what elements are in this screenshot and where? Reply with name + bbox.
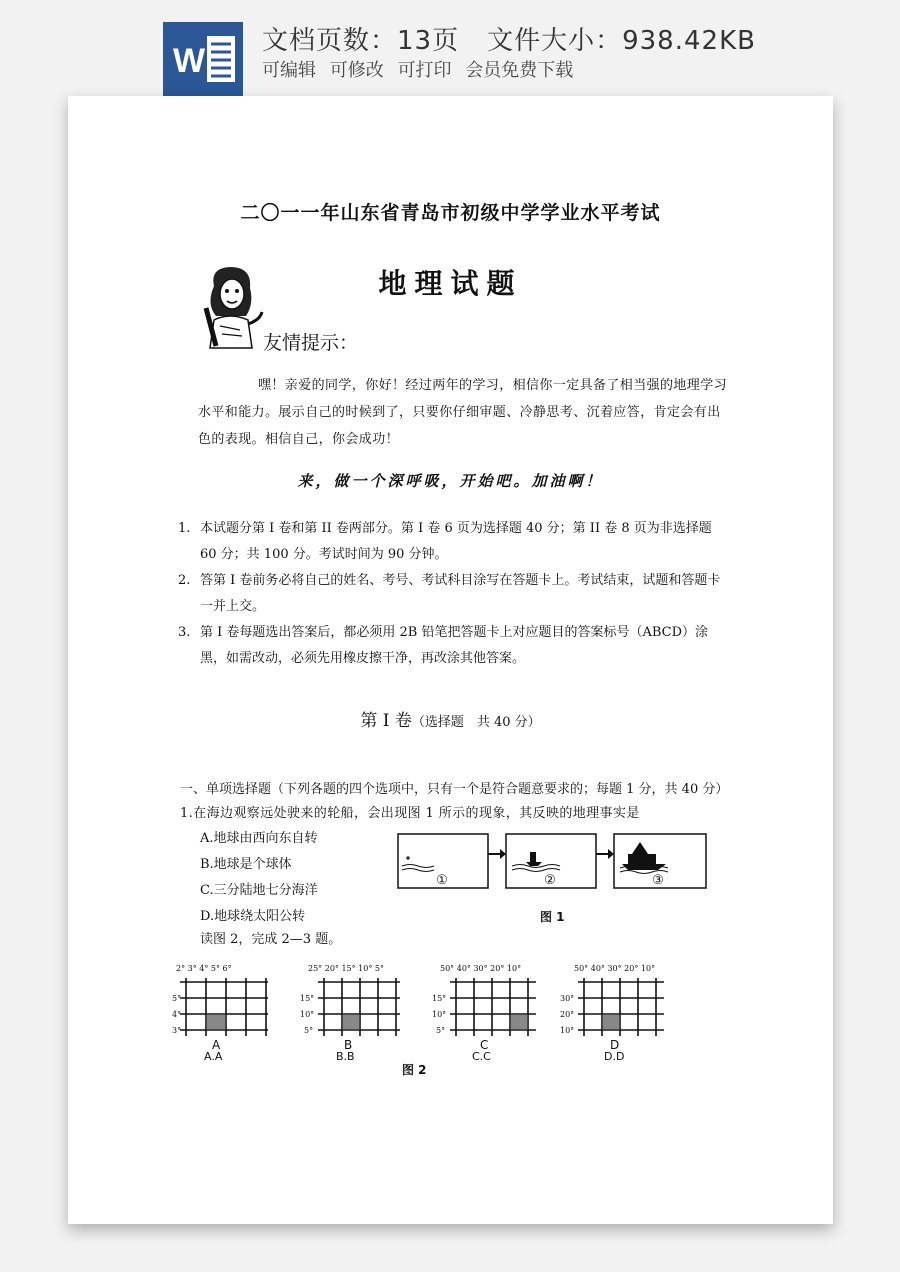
question-1: 1.在海边观察远处驶来的轮船，会出现图 1 所示的现象，其反映的地理事实是 — [180, 806, 640, 821]
option-b: B.地球是个球体 — [200, 857, 292, 872]
svg-text:15°: 15° — [300, 994, 315, 1003]
feature-printable: 可打印 — [397, 60, 452, 81]
svg-text:10°: 10° — [300, 1010, 315, 1019]
cheer-line: 来，做一个深呼吸，开始吧。加油啊！ — [297, 472, 604, 490]
option-d: D.地球绕太阳公转 — [200, 909, 306, 924]
svg-text:20°: 20° — [560, 1010, 575, 1019]
student-mascot-illustration — [196, 264, 266, 350]
question-1-options — [200, 826, 318, 930]
part-one-instructions: 一、单项选择题（下列各题的四个选项中，只有一个是符合题意要求的；每题 1 分，共 40 分） — [180, 782, 729, 797]
fig1-panel-3: ③ — [652, 873, 664, 888]
exam-title: 二〇一一年山东省青岛市初级中学学业水平考试 — [240, 202, 661, 224]
instructions-list — [178, 516, 728, 672]
svg-text:4°: 4° — [172, 1010, 182, 1019]
subject-title: 地理试题 — [378, 267, 523, 300]
instruction-item: 2. 答第 I 卷前务必将自己的姓名、考号、考试科目涂写在答题卡上。考试结束，试题和答题卡一并上交。 — [178, 573, 721, 614]
feature-list — [262, 56, 581, 82]
svg-text:15°: 15° — [432, 994, 447, 1003]
svg-text:5°: 5° — [172, 994, 182, 1003]
document-page: 二〇一一年山东省青岛市初级中学学业水平考试 地理试题 友情提示： 嘿！亲爱的同学，你好！经过两年的学习，相信你一定具备了相当强的地理学习水平和能力。展示自己的时候到了，只要你仔细审题、冷静思考、沉着应答，肯定会有出色的表现。相信自己，你会成功！ 来，做一个深呼吸，开始吧。加油啊！ 1. 本试题分第 I 卷和第 II 卷两部分。第 I 卷 6 页为选择题 40 分；第 II 卷 8 页为非选择题 60 分；共 100 分。考试时间为 90 分钟。 2. 答第 I 卷前务必将自己的姓名、考号、考试科目涂写在答题卡上。考试结束，试题和答题卡一并上交。 3. 第 I 卷每题选出答案后，都必须用 2B 铅笔把答题卡上对应题目的答案标号（ABCD）涂黑，如需改动，必须先用橡皮擦干净，再改涂其他答案。 第 I 卷（选择题 共 40 分） 一、单项选择题（下列各题的四个选项中，只有一个是符合题意要求的；每题 1 分，共 40 分） 1.在海边观察远处驶来的轮船，会出现图 1 所示的现象，其反映的地理事实是 A.地球由西向东自转 B.地球是个球体 C.三分陆地七分海洋 D.地球绕太阳公转 读图 2，完成 2—3 题。 ① ② ③ 图 1 2° 3° 4° 5° 6° 5° 4° 3° A A.A 25° 20° 15° 10° 5° 15° 10° 5° B B.B 50° 40° 30° 20° 10° 15° 10° 5° C C.C 50° 40° 30° 20° 10° 30° 20° 10° D D.D 图 2 — [68, 96, 833, 1224]
instruction-item: 1. 本试题分第 I 卷和第 II 卷两部分。第 I 卷 6 页为选择题 40 分；第 II 卷 8 页为非选择题 60 分；共 100 分。考试时间为 90 分钟。 — [178, 521, 712, 562]
doc-stats — [262, 20, 756, 57]
option-c: C.三分陆地七分海洋 — [200, 883, 318, 898]
fig1-panel-2: ② — [544, 873, 556, 888]
grid-b-sub: B.B — [336, 1050, 355, 1063]
grid-b-letter: B — [344, 1038, 353, 1052]
svg-text:5°: 5° — [304, 1026, 314, 1035]
grid-d-sub: D.D — [604, 1050, 625, 1063]
read-figure-2-prompt: 读图 2，完成 2—3 题。 — [200, 932, 342, 947]
svg-text:W: W — [172, 42, 206, 80]
svg-text:3°: 3° — [172, 1026, 182, 1035]
grid-d-letter: D — [610, 1038, 620, 1052]
figure-1-ship-diagram — [396, 832, 708, 890]
greeting-paragraph: 嘿！亲爱的同学，你好！经过两年的学习，相信你一定具备了相当强的地理学习水平和能力。展示自己的时候到了，只要你仔细审题、冷静思考、沉着应答，肯定会有出色的表现。相信自己，你会成功！ — [198, 378, 728, 447]
svg-text:5°: 5° — [436, 1026, 446, 1035]
tips-heading: 友情提示： — [263, 332, 359, 354]
grid-a-drawing — [172, 972, 276, 1068]
grid-a-letter: A — [212, 1038, 221, 1052]
figure-2-caption: 图 2 — [402, 1063, 427, 1077]
figure-1-caption: 图 1 — [540, 910, 565, 924]
feature-member-download[interactable]: 会员免费下载 — [465, 60, 574, 81]
fig1-panel-1: ① — [436, 873, 448, 888]
doc-info-header — [0, 0, 900, 96]
svg-text:10°: 10° — [432, 1010, 447, 1019]
file-size: 文件大小：938.42KB — [487, 26, 756, 56]
word-document-icon — [163, 22, 243, 96]
svg-text:10°: 10° — [560, 1026, 575, 1035]
page-count: 文档页数：13页 — [262, 26, 460, 56]
section-subtitle: （选择题 共 40 分） — [411, 715, 541, 730]
section-heading — [68, 706, 833, 731]
grid-a-sub: A.A — [204, 1050, 223, 1063]
option-a: A.地球由西向东自转 — [200, 831, 318, 846]
grid-c-sub: C.C — [472, 1050, 491, 1063]
feature-editable: 可编辑 — [262, 60, 316, 81]
svg-text:30°: 30° — [560, 994, 575, 1003]
section-title: 第 I 卷 — [360, 711, 412, 731]
instruction-item: 3. 第 I 卷每题选出答案后，都必须用 2B 铅笔把答题卡上对应题目的答案标号（ABCD）涂黑，如需改动，必须先用橡皮擦干净，再改涂其他答案。 — [178, 625, 709, 666]
grid-c-letter: C — [480, 1038, 489, 1052]
feature-modifiable: 可修改 — [329, 60, 384, 81]
